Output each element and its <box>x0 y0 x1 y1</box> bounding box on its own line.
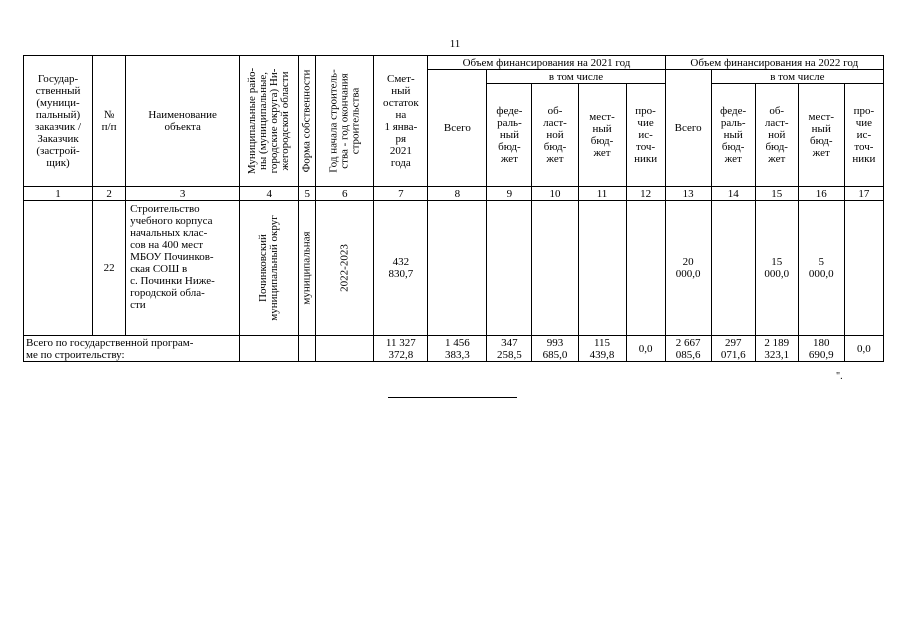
header-construction-years: Год начала строитель- ства - год окончания строительства <box>316 56 374 187</box>
column-number: 14 <box>711 187 755 201</box>
cell-district: Починковский муниципальный округ <box>240 201 299 336</box>
totals-label: Всего по государственной програм- ме по строительству: <box>24 336 240 362</box>
cell-object-name: Строительство учебного корпуса начальных клас- сов на 400 мест МБОУ Починков- ская СОШ в с. Починки Ниже- городской обла- сти <box>126 201 240 336</box>
closing-quote-mark: ". <box>836 371 843 382</box>
header-estimated-balance: Смет- ный остаток на 1 янва- ря 2021 года <box>374 56 428 187</box>
header-other-2022: про- чие ис- точ- ники <box>844 84 883 187</box>
column-number: 16 <box>798 187 844 201</box>
cell-federal-2022 <box>711 201 755 336</box>
totals-regional-2022: 2 189 323,1 <box>755 336 798 362</box>
header-row-1 <box>24 56 884 70</box>
header-financing-2022: Объем финансирования на 2022 год <box>665 56 883 70</box>
totals-regional-2021: 993 685,0 <box>532 336 578 362</box>
column-number-row <box>24 187 884 201</box>
totals-total-2021: 1 456 383,3 <box>428 336 487 362</box>
header-financing-2021: Объем финансирования на 2021 год <box>428 56 665 70</box>
column-number: 2 <box>93 187 126 201</box>
column-number: 4 <box>240 187 299 201</box>
cell-regional-2022: 15 000,0 <box>755 201 798 336</box>
totals-total-2022: 2 667 085,6 <box>665 336 711 362</box>
cell-ownership: муниципальная <box>299 201 316 336</box>
header-including-2021: в том числе <box>487 70 665 84</box>
cell-local-2021 <box>578 201 626 336</box>
cell-total-2022: 20 000,0 <box>665 201 711 336</box>
totals-federal-2021: 347 258,5 <box>487 336 532 362</box>
header-total-2021: Всего <box>428 70 487 187</box>
totals-local-2021: 115 439,8 <box>578 336 626 362</box>
totals-ownership <box>299 336 316 362</box>
totals-other-2022: 0,0 <box>844 336 883 362</box>
page-number: 11 <box>449 38 461 50</box>
header-object-name: Наименование объекта <box>126 56 240 187</box>
totals-other-2021: 0,0 <box>626 336 665 362</box>
header-regional-2021: об- ласт- ной бюд- жет <box>532 84 578 187</box>
header-local-2021: мест- ный бюд- жет <box>578 84 626 187</box>
column-number: 17 <box>844 187 883 201</box>
totals-years <box>316 336 374 362</box>
header-ownership: Форма собственности <box>299 56 316 187</box>
cell-local-2022: 5 000,0 <box>798 201 844 336</box>
totals-district <box>240 336 299 362</box>
cell-construction-years: 2022-2023 <box>316 201 374 336</box>
column-number: 10 <box>532 187 578 201</box>
financing-table <box>23 55 884 362</box>
column-number: 7 <box>374 187 428 201</box>
column-number: 3 <box>126 187 240 201</box>
header-including-2022: в том числе <box>711 70 883 84</box>
column-number: 8 <box>428 187 487 201</box>
cell-other-2022 <box>844 201 883 336</box>
cell-estimated-balance: 432 830,7 <box>374 201 428 336</box>
column-number: 1 <box>24 187 93 201</box>
column-number: 15 <box>755 187 798 201</box>
header-local-2022: мест- ный бюд- жет <box>798 84 844 187</box>
totals-federal-2022: 297 071,6 <box>711 336 755 362</box>
column-number: 6 <box>316 187 374 201</box>
header-number: № п/п <box>93 56 126 187</box>
cell-total-2021 <box>428 201 487 336</box>
header-federal-2021: феде- раль- ный бюд- жет <box>487 84 532 187</box>
cell-federal-2021 <box>487 201 532 336</box>
cell-other-2021 <box>626 201 665 336</box>
column-number: 11 <box>578 187 626 201</box>
header-federal-2022: феде- раль- ный бюд- жет <box>711 84 755 187</box>
horizontal-rule <box>388 397 517 398</box>
cell-regional-2021 <box>532 201 578 336</box>
column-number: 5 <box>299 187 316 201</box>
cell-number: 22 <box>93 201 126 336</box>
header-customer: Государ- ственный (муници- пальный) заказчик / Заказчик (застрой- щик) <box>24 56 93 187</box>
column-number: 13 <box>665 187 711 201</box>
table-row <box>24 201 884 336</box>
totals-row <box>24 336 884 362</box>
header-total-2022: Всего <box>665 70 711 187</box>
totals-estimated-balance: 11 327 372,8 <box>374 336 428 362</box>
column-number: 9 <box>487 187 532 201</box>
cell-customer <box>24 201 93 336</box>
header-other-2021: про- чие ис- точ- ники <box>626 84 665 187</box>
column-number: 12 <box>626 187 665 201</box>
totals-local-2022: 180 690,9 <box>798 336 844 362</box>
header-district: Муниципальные райо- ны (муниципальные, городские округа) Ни- жегородской области <box>240 56 299 187</box>
header-regional-2022: об- ласт- ной бюд- жет <box>755 84 798 187</box>
